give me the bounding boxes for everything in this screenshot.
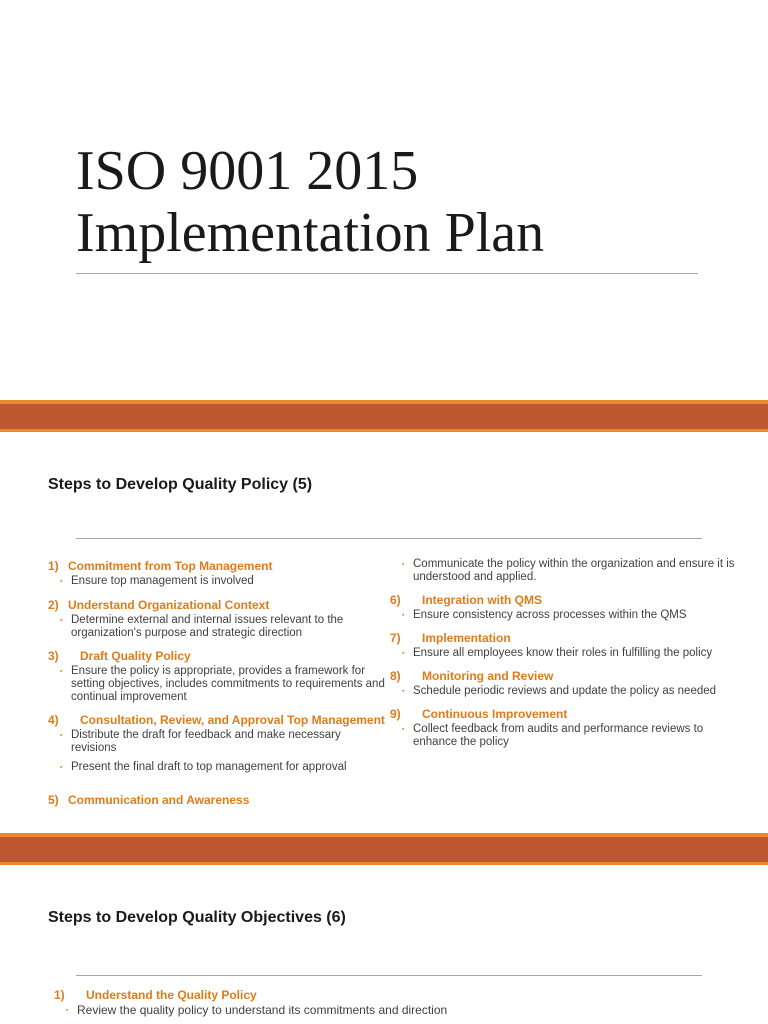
bullet-item: ▪ Ensure all employees know their roles in fulfilling the policy [402, 647, 742, 660]
title-line-1: ISO 9001 2015 [76, 140, 419, 202]
step-item [390, 668, 742, 698]
step-number: 3) [48, 649, 59, 663]
bullet-list [390, 647, 742, 660]
right-column [390, 558, 742, 757]
quality-policy-slide [0, 432, 768, 833]
step-label: Understand Organizational Context [68, 598, 270, 612]
heading-divider [76, 975, 702, 976]
step-heading [48, 558, 388, 574]
bullet-list [390, 685, 742, 698]
step-label: Continuous Improvement [422, 707, 568, 721]
bullet-item: ▪ Communicate the policy within the organization and ensure it is understood and applied. [402, 558, 742, 584]
step-number: 7) [390, 631, 401, 645]
bullet-item: ▪ Collect feedback from audits and performance reviews to enhance the policy [402, 723, 742, 749]
step-item [390, 630, 742, 660]
steps-column [54, 987, 694, 1024]
slide-heading: Steps to Develop Quality Objectives (6) [48, 909, 346, 926]
bullet-item: ▪ Review the quality policy to understand its commitments and direction [66, 1004, 694, 1017]
step-label: Communication and Awareness [68, 793, 250, 807]
bullet-item: ▪ Present the final draft to top management for approval [60, 761, 388, 774]
step-label: Consultation, Review, and Approval Top Management [80, 713, 385, 727]
bullet-list [48, 614, 388, 640]
step-item [48, 792, 388, 808]
step-number: 4) [48, 713, 59, 727]
slide-separator-band [0, 400, 768, 432]
step-heading [390, 592, 742, 608]
step-item [48, 558, 388, 588]
step-label: Integration with QMS [422, 593, 542, 607]
bullet-item: ▪ Ensure the policy is appropriate, provides a framework for setting objectives, includes commitments to requirements and continual improvement [60, 665, 388, 704]
bullet-item: ▪ Schedule periodic reviews and update the policy as needed [402, 685, 742, 698]
step-number: 9) [390, 707, 401, 721]
step-label: Implementation [422, 631, 511, 645]
step-heading [54, 987, 694, 1003]
bullet-list [390, 723, 742, 749]
step-heading [48, 792, 388, 808]
step-number: 2) [48, 598, 59, 612]
step-number: 6) [390, 593, 401, 607]
bullet-item: ▪ Determine external and internal issues relevant to the organization's purpose and strategic direction [60, 614, 388, 640]
bullet-item: ▪ Distribute the draft for feedback and make necessary revisions [60, 729, 388, 755]
step-heading [48, 712, 388, 728]
step-heading [390, 706, 742, 722]
bullet-list [48, 665, 388, 704]
step-item [390, 592, 742, 622]
bullet-list [48, 729, 388, 774]
heading-divider [76, 538, 702, 539]
bullet-item: ▪ Ensure top management is involved [60, 575, 388, 588]
step-item [54, 987, 694, 1017]
bullet-list [390, 609, 742, 622]
left-column [48, 558, 388, 816]
presentation-title [76, 140, 716, 264]
step-item [48, 648, 388, 704]
step-number: 1) [54, 988, 65, 1002]
step-number: 1) [48, 559, 59, 573]
step-label: Understand the Quality Policy [86, 988, 257, 1002]
slide-heading: Steps to Develop Quality Policy (5) [48, 476, 313, 493]
title-slide [0, 0, 768, 400]
step-heading [48, 597, 388, 613]
step-label: Draft Quality Policy [80, 649, 191, 663]
step-number: 8) [390, 669, 401, 683]
step-item [390, 706, 742, 749]
slide-separator-band [0, 833, 768, 865]
bullet-item: ▪ Ensure consistency across processes within the QMS [402, 609, 742, 622]
title-line-2: Implementation Plan [76, 202, 545, 264]
quality-objectives-slide [0, 865, 768, 1024]
step-item [48, 597, 388, 640]
bullet-list [390, 558, 742, 584]
step-heading [390, 630, 742, 646]
step-label: Monitoring and Review [422, 669, 554, 683]
step-number: 5) [48, 793, 59, 807]
step-item [48, 712, 388, 774]
bullet-list [54, 1004, 694, 1017]
step-label: Commitment from Top Management [68, 559, 273, 573]
step-heading [48, 648, 388, 664]
title-divider [76, 273, 698, 274]
step-heading [390, 668, 742, 684]
bullet-list [48, 575, 388, 588]
